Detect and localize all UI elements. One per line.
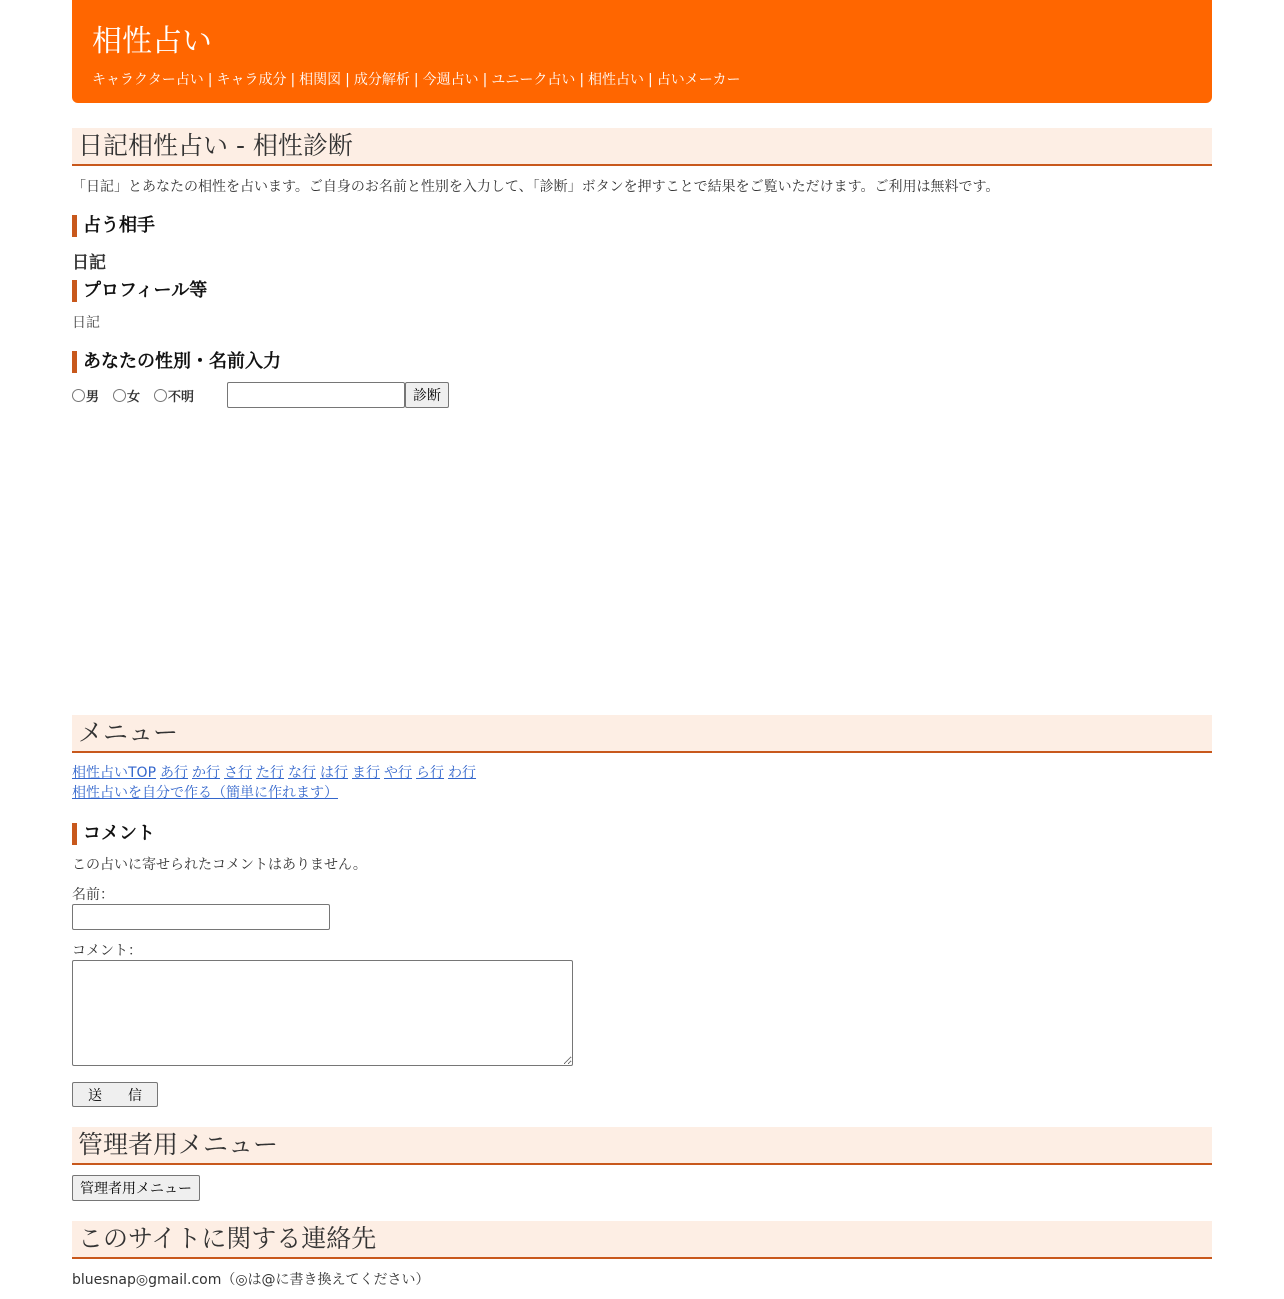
comment-name-label: 名前： bbox=[72, 887, 114, 903]
nav-separator: | bbox=[579, 72, 585, 88]
nav-character-uranai[interactable]: キャラクター占い bbox=[92, 72, 204, 88]
diagnose-button[interactable]: 診断 bbox=[405, 382, 449, 408]
menu-make-row bbox=[72, 783, 480, 803]
contact-heading: このサイトに関する連絡先 bbox=[72, 1221, 1212, 1259]
menu-link-ra[interactable]: ら行 bbox=[416, 765, 445, 781]
nav-separator: | bbox=[290, 72, 296, 88]
nav-separator: | bbox=[482, 72, 488, 88]
menu-links-row bbox=[72, 763, 480, 783]
gender-option-female[interactable] bbox=[113, 386, 140, 405]
partner-name: 日記 bbox=[72, 253, 106, 273]
gender-radio-unknown[interactable] bbox=[154, 389, 167, 402]
partner-heading: 占う相手 bbox=[72, 215, 155, 237]
your-name-input[interactable] bbox=[227, 382, 405, 408]
menu-link-a[interactable]: あ行 bbox=[160, 765, 189, 781]
menu-link-na[interactable]: な行 bbox=[288, 765, 317, 781]
page bbox=[72, 0, 1212, 1288]
lead-text: 「日記」とあなたの相性を占います。ご自身のお名前と性別を入力して、「診断」ボタンを押すことで結果をご覧いただけます。ご利用は無料です。 bbox=[72, 179, 1000, 195]
gender-radio-male[interactable] bbox=[72, 389, 85, 402]
nav-uranai-maker[interactable]: 占いメーカー bbox=[656, 72, 741, 88]
site-header bbox=[72, 0, 1212, 103]
nav-soukanzu[interactable]: 相関図 bbox=[299, 72, 342, 88]
menu-link-top[interactable]: 相性占いTOP bbox=[72, 765, 157, 781]
menu-link-ta[interactable]: た行 bbox=[256, 765, 285, 781]
nav-separator: | bbox=[207, 72, 213, 88]
menu-link-ya[interactable]: や行 bbox=[384, 765, 413, 781]
nav-separator: | bbox=[345, 72, 350, 88]
nav-unique-uranai[interactable]: ユニーク占い bbox=[491, 72, 576, 88]
menu-heading: メニュー bbox=[72, 715, 1212, 753]
comment-heading: コメント bbox=[72, 823, 155, 845]
site-nav bbox=[92, 70, 1192, 90]
nav-separator: | bbox=[648, 72, 653, 88]
nav-konshu-uranai[interactable]: 今週占い bbox=[422, 72, 479, 88]
nav-separator: | bbox=[413, 72, 419, 88]
comment-textarea[interactable] bbox=[72, 960, 573, 1066]
profile-text: 日記 bbox=[72, 315, 100, 331]
input-heading: あなたの性別・名前入力 bbox=[72, 351, 281, 373]
menu-link-ha[interactable]: は行 bbox=[320, 765, 349, 781]
gender-option-unknown[interactable] bbox=[154, 386, 194, 405]
site-title[interactable]: 相性占い bbox=[92, 24, 212, 59]
nav-seibun-kaiseki[interactable]: 成分解析 bbox=[353, 72, 410, 88]
no-comment-text: この占いに寄せられたコメントはありません。 bbox=[72, 857, 367, 873]
gender-label-male: 男 bbox=[86, 389, 100, 405]
menu-link-ka[interactable]: か行 bbox=[192, 765, 221, 781]
gender-name-form bbox=[72, 382, 441, 408]
menu-link-ma[interactable]: ま行 bbox=[352, 765, 381, 781]
menu-link-sa[interactable]: さ行 bbox=[224, 765, 253, 781]
submit-comment-button[interactable]: 送 信 bbox=[72, 1082, 158, 1107]
nav-chara-seibun[interactable]: キャラ成分 bbox=[216, 72, 287, 88]
nav-aisho-uranai[interactable]: 相性占い bbox=[588, 72, 645, 88]
comment-name-input[interactable] bbox=[72, 904, 330, 930]
menu-links bbox=[72, 763, 480, 803]
page-title: 日記相性占い - 相性診断 bbox=[72, 128, 1212, 166]
gender-label-unknown: 不明 bbox=[168, 389, 195, 405]
admin-menu-button[interactable]: 管理者用メニュー bbox=[72, 1175, 200, 1201]
gender-radio-female[interactable] bbox=[113, 389, 126, 402]
make-uranai-link[interactable]: 相性占いを自分で作る（簡単に作れます） bbox=[72, 785, 338, 801]
profile-heading: プロフィール等 bbox=[72, 280, 207, 302]
comment-body-label: コメント： bbox=[72, 943, 142, 959]
gender-option-male[interactable] bbox=[72, 386, 99, 405]
menu-link-wa[interactable]: わ行 bbox=[448, 765, 477, 781]
contact-text: bluesnap◎gmail.com（◎は@に書き換えてください） bbox=[72, 1272, 430, 1288]
gender-label-female: 女 bbox=[127, 389, 141, 405]
admin-heading: 管理者用メニュー bbox=[72, 1127, 1212, 1165]
